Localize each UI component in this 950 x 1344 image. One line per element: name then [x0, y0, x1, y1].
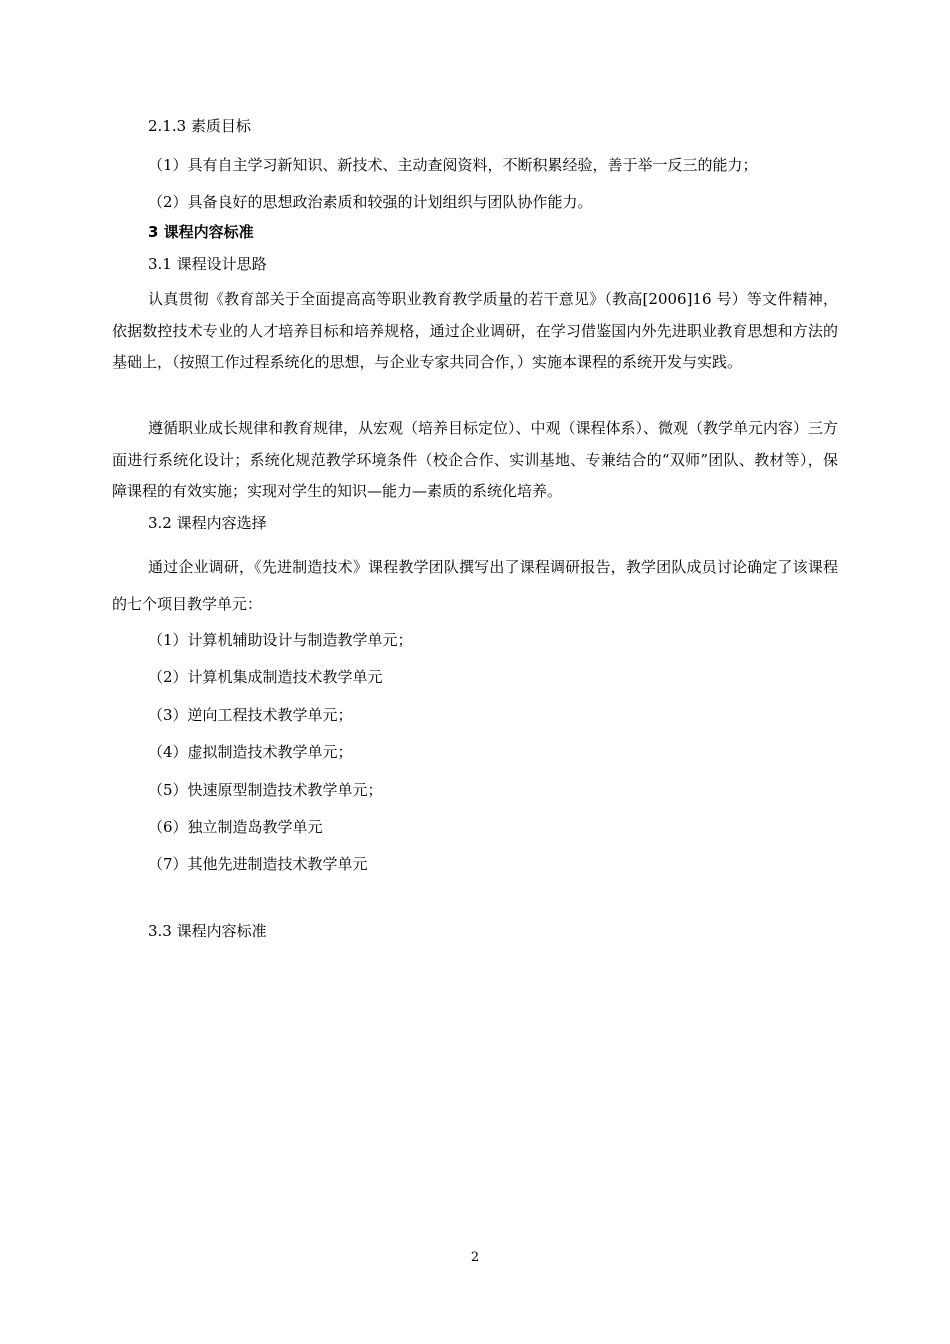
- list-item: （5）快速原型制造技术教学单元；: [148, 781, 383, 799]
- heading-3-1: 3.1 课程设计思路: [148, 255, 267, 273]
- heading-3: 3 课程内容标准: [148, 223, 254, 241]
- list-item: （3）逆向工程技术教学单元；: [148, 706, 353, 724]
- list-item: （1）具有自主学习新知识、新技术、主动查阅资料，不断积累经验，善于举一反三的能力；: [148, 156, 758, 174]
- paragraph-design-1: 认真贯彻《教育部关于全面提高高等职业教育教学质量的若干意见》（教高[2006]16 号）等文件精神，依据数控技术专业的人才培养目标和培养规格，通过企业调研，在学习借鉴国内外先进职业教育思想和方法的基础上，（按照工作过程系统化的思想，与企业专家共同合作，）实施本课程的系统开发与实践。: [112, 290, 838, 371]
- heading-3-2: 3.2 课程内容选择: [148, 514, 267, 532]
- list-item: （2）具备良好的思想政治素质和较强的计划组织与团队协作能力。: [148, 193, 593, 211]
- heading-2-1-3: 2.1.3 素质目标: [148, 117, 251, 135]
- list-item: （2）计算机集成制造技术教学单元: [148, 668, 383, 686]
- list-item: （1）计算机辅助设计与制造教学单元；: [148, 631, 413, 649]
- list-item: （6）独立制造岛教学单元: [148, 818, 323, 836]
- paragraph-content-selection: 通过企业调研，《先进制造技术》课程教学团队撰写出了课程调研报告，教学团队成员讨论确定了该课程的七个项目教学单元：: [112, 558, 838, 613]
- paragraph-design-2: 遵循职业成长规律和教育规律，从宏观（培养目标定位）、中观（课程体系）、微观（教学单元内容）三方面进行系统化设计；系统化规范教学环境条件（校企合作、实训基地、专兼结合的“双师”团队、教材等），保障课程的有效实施；实现对学生的知识—能力—素质的系统化培养。: [112, 419, 839, 500]
- list-item: （4）虚拟制造技术教学单元；: [148, 743, 353, 761]
- page-number: 2: [470, 1250, 480, 1265]
- list-item: （7）其他先进制造技术教学单元: [148, 855, 368, 873]
- heading-3-3: 3.3 课程内容标准: [148, 922, 267, 940]
